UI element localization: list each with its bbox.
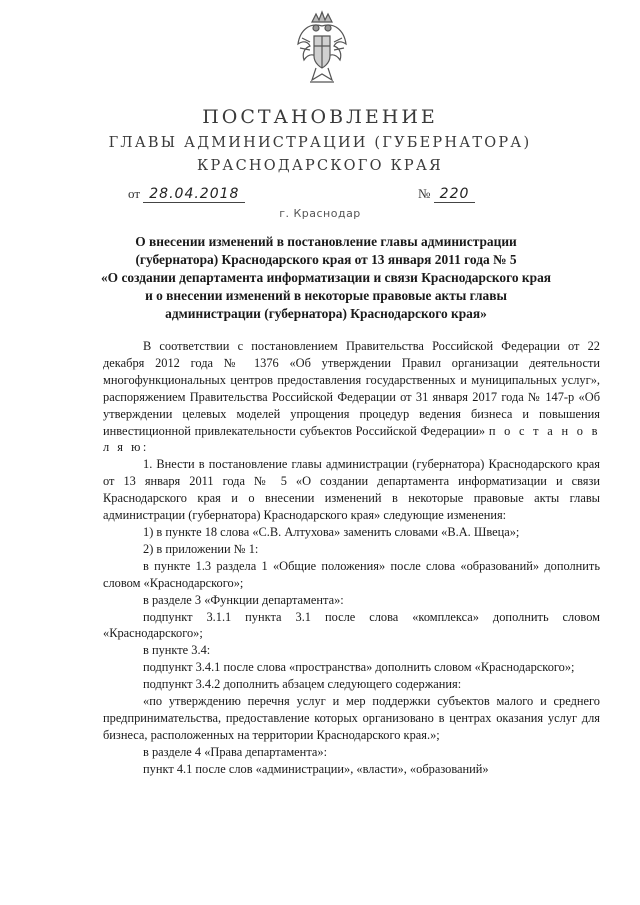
clause-paragraph: подпункт 3.4.1 после слова «пространства» дополнить словом «Краснодарского»; [143, 660, 575, 675]
decree-word: п о с т а н о в л я ю: [103, 423, 600, 455]
document-type-heading: ПОСТАНОВЛЕНИЕ [202, 106, 438, 128]
preamble-paragraph [103, 338, 600, 456]
clause-paragraph: 1) в пункте 18 слова «С.В. Алтухова» заменить словами «В.А. Швеца»; [143, 524, 520, 539]
coat-of-arms-icon [290, 8, 354, 88]
clause-paragraph: в разделе 3 «Функции департамента»: [143, 592, 344, 607]
title-line: «О создании департамента информатизации и связи Краснодарского края [100, 270, 552, 285]
date-value: 28.04.2018 [143, 186, 245, 203]
title-line: О внесении изменений в постановление главы администрации [135, 234, 517, 249]
document-title [76, 233, 576, 323]
clause-paragraph: пункт 4.1 после слов «администрации», «власти», «образований» [143, 761, 489, 776]
date-row [128, 186, 245, 202]
city-label: г. Краснодар [279, 207, 361, 220]
number-label: № [418, 186, 431, 201]
clause-paragraph: 2) в приложении № 1: [143, 541, 259, 556]
clause-paragraph: подпункт 3.4.2 дополнить абзацем следующего содержания: [143, 677, 462, 692]
authority-heading: ГЛАВЫ АДМИНИСТРАЦИИ (ГУБЕРНАТОРА) [108, 135, 532, 151]
preamble-text: В соответствии с постановлением Правительства Российской Федерации от 22 декабря 2012 года № 1376 «Об утверждении Правил организации деятельности многофункциональных центров предоставления государственных и муниципальных услуг», распоряжением Правительства Российской Федерации от 31 января 2017 года № 147-р «Об утверждении целевых моделей упрощения процедур ведения бизнеса и повышения инвестиционной привлекательности субъектов Российской Федерации» [103, 339, 600, 438]
clause-paragraph: в разделе 4 «Права департамента»: [143, 744, 328, 759]
clause-paragraph: 1. Внести в постановление главы администрации (губернатора) Краснодарского края от 13 января 2011 года № 5 «О создании департамента информатизации и связи Краснодарского края и о внесении изменений в некоторые правовые акты главы администрации (губернатора) Краснодарского края» следующие изменения: [103, 457, 600, 523]
number-row [418, 186, 475, 202]
region-heading: КРАСНОДАРСКОГО КРАЯ [197, 158, 443, 174]
document-body [103, 338, 600, 778]
title-line: (губернатора) Краснодарского края от 13 января 2011 года № 5 [135, 252, 517, 267]
clause-paragraph: «по утверждению перечня услуг и мер поддержки субъектов малого и среднего предпринимательства, предоставление которых организовано в центрах оказания услуг для бизнеса, расположенных на территории Краснодарского края.»; [103, 694, 600, 742]
date-label: от [128, 186, 141, 201]
number-value: 220 [434, 186, 476, 203]
title-line: администрации (губернатора) Краснодарского края» [165, 306, 487, 321]
title-line: и о внесении изменений в некоторые правовые акты главы [145, 288, 507, 303]
clause-paragraph: в пункте 1.3 раздела 1 «Общие положения» после слова «образований» дополнить словом «Краснодарского»; [103, 558, 600, 590]
clause-paragraph: в пункте 3.4: [143, 643, 211, 658]
clause-paragraph: подпункт 3.1.1 пункта 3.1 после слова «комплекса» дополнить словом «Краснодарского»; [103, 609, 600, 641]
